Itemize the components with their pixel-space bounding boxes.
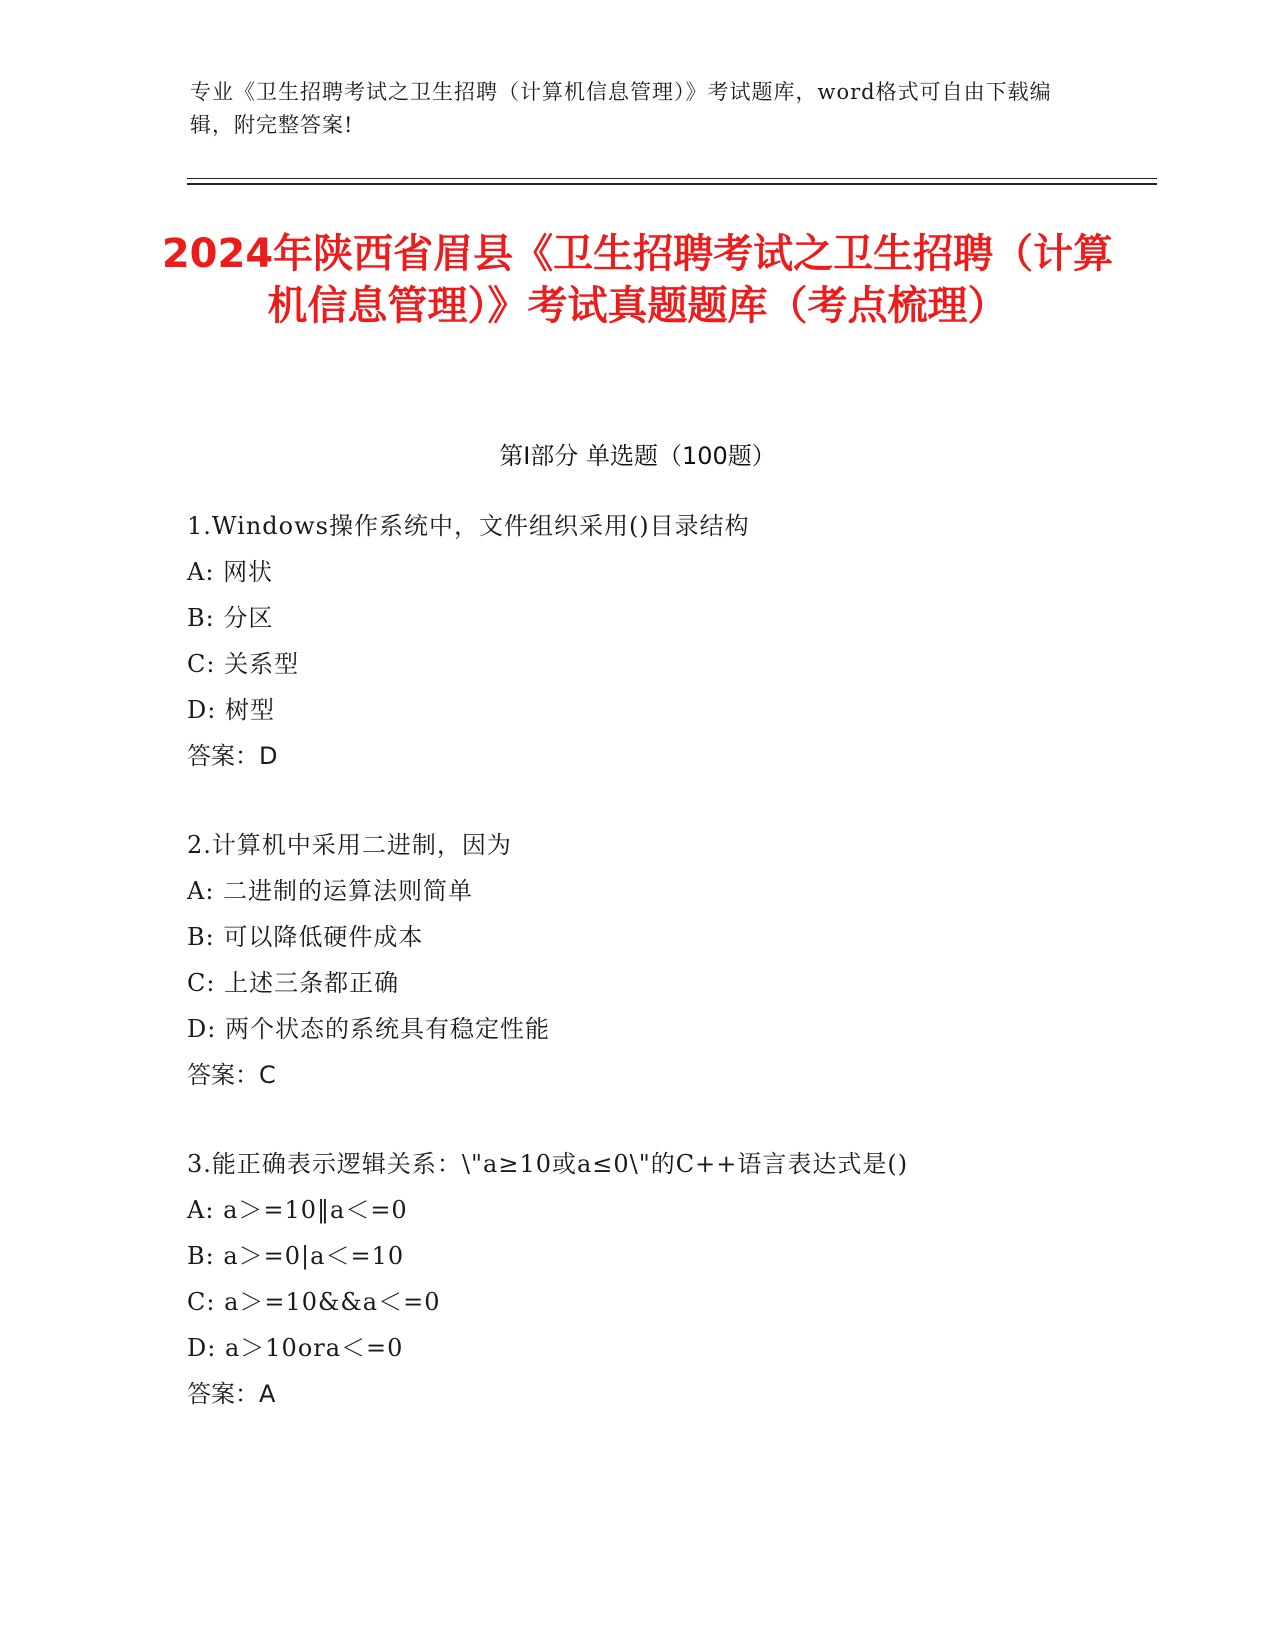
option-a: A: 网状	[187, 558, 274, 586]
option-d: D: 两个状态的系统具有稳定性能	[187, 1015, 550, 1043]
question-1	[187, 503, 1147, 779]
option-a: A: 二进制的运算法则简单	[187, 877, 474, 905]
question-stem: 3.能正确表示逻辑关系：\"a≥10或a≤0\"的C++语言表达式是()	[187, 1150, 909, 1178]
option-c: C: 上述三条都正确	[187, 969, 400, 997]
header-note: 专业《卫生招聘考试之卫生招聘（计算机信息管理）》考试题库，word格式可自由下载编辑，附完整答案!	[190, 80, 1052, 137]
question-3	[187, 1141, 1147, 1417]
question-2	[187, 822, 1147, 1098]
answer: 答案：D	[187, 742, 278, 770]
option-a: A: a＞=10‖a＜=0	[187, 1196, 408, 1224]
option-d: D: 树型	[187, 696, 275, 724]
question-stem: 2.计算机中采用二进制，因为	[187, 831, 512, 859]
document-title: 2024年陕西省眉县《卫生招聘考试之卫生招聘（计算机信息管理）》考试真题题库（考点梳理）	[161, 231, 1114, 329]
option-b: B: a＞=0|a＜=10	[187, 1242, 405, 1270]
option-c: C: a＞=10&&a＜=0	[187, 1288, 441, 1316]
section-heading: 第I部分 单选题（100题）	[499, 442, 776, 470]
option-c: C: 关系型	[187, 650, 300, 678]
answer: 答案：A	[187, 1380, 276, 1408]
question-stem: 1.Windows操作系统中，文件组织采用()目录结构	[187, 512, 750, 540]
option-d: D: a＞10ora＜=0	[187, 1334, 404, 1362]
option-b: B: 可以降低硬件成本	[187, 923, 424, 951]
header-rule-thick	[187, 183, 1157, 185]
header-rule-thin	[187, 178, 1157, 179]
answer: 答案：C	[187, 1061, 276, 1089]
option-b: B: 分区	[187, 604, 274, 632]
